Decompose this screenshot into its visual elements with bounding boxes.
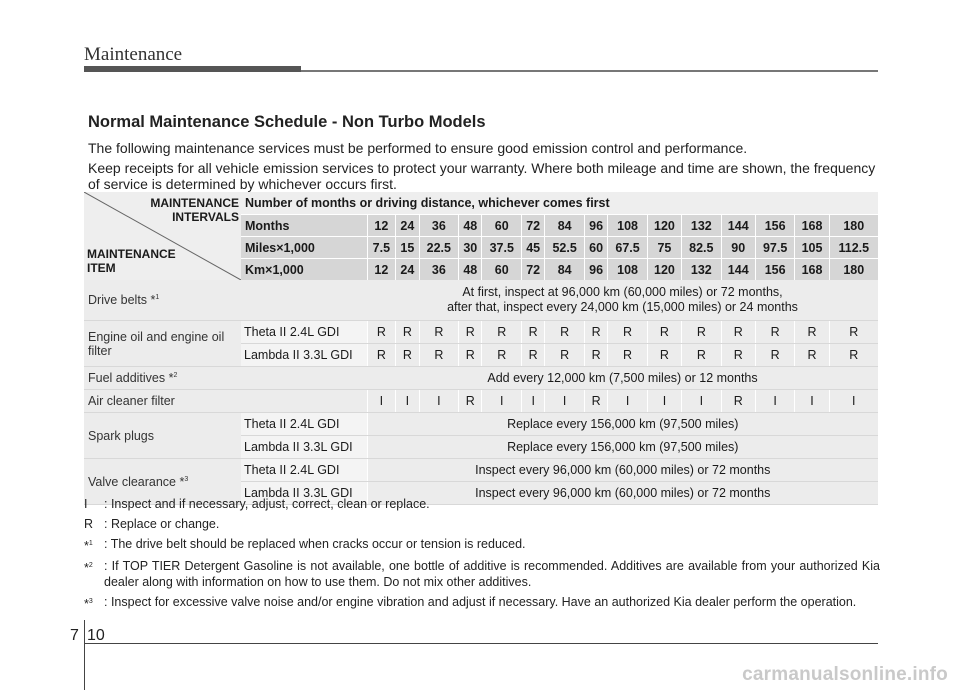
- footnote: [84, 516, 880, 532]
- engine-variant: Theta II 2.4L GDI: [241, 321, 367, 344]
- corner-intervals-label: MAINTENANCE INTERVALS: [150, 196, 239, 224]
- service-code: R: [829, 344, 878, 367]
- interval-value: 168: [795, 215, 829, 237]
- footnote-key-text: *: [84, 597, 89, 611]
- service-code: R: [459, 390, 482, 413]
- interval-value: 105: [795, 237, 829, 259]
- interval-value: 24: [396, 259, 419, 281]
- interval-value: 52.5: [545, 237, 585, 259]
- interval-value: 180: [829, 259, 878, 281]
- fuel-additives-instruction: Add every 12,000 km (7,500 miles) or 12 months: [367, 367, 878, 390]
- service-code: I: [682, 390, 722, 413]
- service-code: R: [367, 344, 396, 367]
- interval-value: 48: [459, 259, 482, 281]
- header-bar: [84, 66, 301, 72]
- service-instruction: Inspect every 96,000 km (60,000 miles) or 72 months: [367, 482, 878, 505]
- footnote-key: [84, 516, 104, 532]
- item-spark-plugs: [84, 413, 241, 459]
- interval-value: 67.5: [608, 237, 648, 259]
- footnote-key-text: *: [84, 539, 89, 553]
- service-code: R: [482, 344, 522, 367]
- service-code: I: [482, 390, 522, 413]
- service-code: R: [584, 344, 607, 367]
- footnote-key: [84, 496, 104, 512]
- footnote-text: : The drive belt should be replaced when cracks occur or tension is reduced.: [104, 537, 526, 551]
- interval-value: 168: [795, 259, 829, 281]
- interval-value: 36: [419, 215, 459, 237]
- section-header: Maintenance: [84, 44, 183, 65]
- interval-value: 96: [584, 215, 607, 237]
- item-label-text: Fuel additives *: [88, 371, 174, 385]
- interval-value: 156: [755, 259, 795, 281]
- interval-value: 15: [396, 237, 419, 259]
- interval-value: 12: [367, 215, 396, 237]
- service-code: R: [608, 344, 648, 367]
- footnote: [84, 536, 880, 554]
- footnote: [84, 496, 880, 512]
- interval-row-label: Km×1,000: [241, 259, 367, 281]
- intro-paragraph: The following maintenance services must be performed to ensure good emission control and performance.: [88, 140, 748, 156]
- watermark: carmanualsonline.info: [742, 664, 948, 685]
- service-code: R: [647, 344, 681, 367]
- table-header-title: Number of months or driving distance, whichever comes first: [241, 192, 878, 215]
- service-code: R: [795, 321, 829, 344]
- interval-value: 22.5: [419, 237, 459, 259]
- footnote-text: : Inspect for excessive valve noise and/or engine vibration and adjust if necessary. Have an authorized Kia dealer perform the operation.: [104, 595, 857, 609]
- footnote: [84, 558, 880, 590]
- interval-value: 90: [721, 237, 755, 259]
- interval-value: 45: [522, 237, 545, 259]
- interval-value: 96: [584, 259, 607, 281]
- service-code: R: [584, 321, 607, 344]
- intro-paragraph: Keep receipts for all vehicle emission services to protect your warranty. Where both mileage and time are shown, the frequency of service is determined by whichever occurs first.: [88, 160, 876, 192]
- footnote-key-text: *: [84, 561, 89, 575]
- service-code: R: [795, 344, 829, 367]
- interval-value: 72: [522, 215, 545, 237]
- corner-item-label: MAINTENANCE ITEM: [87, 247, 176, 275]
- item-label-text: Air cleaner filter: [88, 394, 175, 408]
- service-code: R: [721, 390, 755, 413]
- footnote-marker: 1: [88, 540, 93, 547]
- interval-value: 132: [682, 259, 722, 281]
- footnote-marker: 2: [173, 372, 178, 379]
- engine-variant: Lambda II 3.3L GDI: [241, 436, 367, 459]
- notes-section: [84, 496, 880, 616]
- interval-value: 97.5: [755, 237, 795, 259]
- service-code: R: [545, 321, 585, 344]
- footnote-key-text: I: [84, 497, 88, 511]
- chapter-number: 7: [70, 627, 79, 644]
- engine-variant: Theta II 2.4L GDI: [241, 413, 367, 436]
- service-code: I: [522, 390, 545, 413]
- footnote-marker: 1: [155, 294, 160, 301]
- service-instruction: Replace every 156,000 km (97,500 miles): [367, 413, 878, 436]
- service-code: R: [647, 321, 681, 344]
- interval-value: 75: [647, 237, 681, 259]
- footnote-key: [84, 536, 104, 554]
- table-corner-cell: [84, 192, 241, 280]
- footnote-marker: 3: [88, 598, 93, 605]
- service-instruction: Replace every 156,000 km (97,500 miles): [367, 436, 878, 459]
- page-number: 10: [87, 627, 105, 644]
- interval-value: 108: [608, 215, 648, 237]
- service-code: R: [755, 321, 795, 344]
- instruction-line: At first, inspect at 96,000 km (60,000 miles) or 72 months,: [462, 285, 783, 299]
- interval-value: 112.5: [829, 237, 878, 259]
- service-code: R: [721, 344, 755, 367]
- interval-value: 84: [545, 215, 585, 237]
- drive-belts-instruction: [367, 280, 878, 321]
- footnote-key: [84, 594, 104, 612]
- interval-value: 84: [545, 259, 585, 281]
- service-code: I: [608, 390, 648, 413]
- interval-value: 24: [396, 215, 419, 237]
- item-label-text: Drive belts *: [88, 293, 156, 307]
- item-fuel-additives: [84, 367, 367, 390]
- interval-value: 120: [647, 259, 681, 281]
- interval-value: 132: [682, 215, 722, 237]
- interval-value: 72: [522, 259, 545, 281]
- footnote-text: : Replace or change.: [104, 517, 220, 531]
- service-code: R: [482, 321, 522, 344]
- interval-row-label: Miles×1,000: [241, 237, 367, 259]
- engine-variant: Lambda II 3.3L GDI: [241, 344, 367, 367]
- footer-rule: [84, 643, 878, 644]
- service-code: R: [459, 321, 482, 344]
- service-code: R: [419, 321, 459, 344]
- interval-value: 120: [647, 215, 681, 237]
- item-drive-belts: [84, 280, 367, 321]
- service-instruction: Inspect every 96,000 km (60,000 miles) or 72 months: [367, 459, 878, 482]
- interval-value: 144: [721, 215, 755, 237]
- header-rule: [301, 70, 878, 72]
- interval-row-label: Months: [241, 215, 367, 237]
- service-code: I: [396, 390, 419, 413]
- service-code: I: [545, 390, 585, 413]
- footnote: [84, 594, 880, 612]
- service-code: R: [682, 321, 722, 344]
- service-code: I: [647, 390, 681, 413]
- interval-value: 82.5: [682, 237, 722, 259]
- footnote-text: : If TOP TIER Detergent Gasoline is not available, one bottle of additive is recommended. Additives are available from your authorized Kia dealer along with information on how to use them. Do not mix other additives.: [104, 559, 880, 589]
- interval-value: 36: [419, 259, 459, 281]
- footer-divider: [84, 620, 85, 690]
- instruction-line: after that, inspect every 24,000 km (15,000 miles) or 24 months: [447, 300, 798, 314]
- engine-variant: Lambda II 3.3L GDI: [241, 482, 367, 505]
- service-code: R: [545, 344, 585, 367]
- interval-value: 37.5: [482, 237, 522, 259]
- engine-variant: Theta II 2.4L GDI: [241, 459, 367, 482]
- service-code: R: [522, 321, 545, 344]
- service-code: R: [367, 321, 396, 344]
- interval-value: 48: [459, 215, 482, 237]
- service-code: R: [584, 390, 607, 413]
- interval-value: 7.5: [367, 237, 396, 259]
- service-code: R: [721, 321, 755, 344]
- service-code: R: [608, 321, 648, 344]
- item-air-cleaner: [84, 390, 367, 413]
- service-code: R: [755, 344, 795, 367]
- service-code: R: [682, 344, 722, 367]
- interval-value: 60: [584, 237, 607, 259]
- page-title: Normal Maintenance Schedule - Non Turbo Models: [88, 113, 486, 131]
- interval-value: 60: [482, 215, 522, 237]
- footnote-key: [84, 558, 104, 590]
- item-label-text: Valve clearance *: [88, 474, 185, 489]
- interval-value: 108: [608, 259, 648, 281]
- interval-value: 144: [721, 259, 755, 281]
- service-code: I: [795, 390, 829, 413]
- footnote-marker: 2: [88, 562, 93, 569]
- service-code: I: [829, 390, 878, 413]
- item-engine-oil: [84, 321, 241, 367]
- service-code: R: [396, 321, 419, 344]
- service-code: R: [829, 321, 878, 344]
- service-code: I: [367, 390, 396, 413]
- interval-value: 60: [482, 259, 522, 281]
- service-code: R: [459, 344, 482, 367]
- footnote-text: : Inspect and if necessary, adjust, correct, clean or replace.: [104, 497, 430, 511]
- service-code: I: [419, 390, 459, 413]
- service-code: I: [755, 390, 795, 413]
- service-code: R: [522, 344, 545, 367]
- intro-text: [88, 140, 878, 196]
- interval-value: 30: [459, 237, 482, 259]
- service-code: R: [419, 344, 459, 367]
- maintenance-schedule-table: [84, 192, 878, 505]
- item-label-text: Engine oil and engine oil filter: [88, 329, 225, 358]
- interval-value: 156: [755, 215, 795, 237]
- interval-value: 180: [829, 215, 878, 237]
- footnote-marker: 3: [184, 475, 189, 483]
- footnote-key-text: R: [84, 517, 94, 531]
- item-label-text: Spark plugs: [88, 428, 155, 443]
- service-code: R: [396, 344, 419, 367]
- interval-value: 12: [367, 259, 396, 281]
